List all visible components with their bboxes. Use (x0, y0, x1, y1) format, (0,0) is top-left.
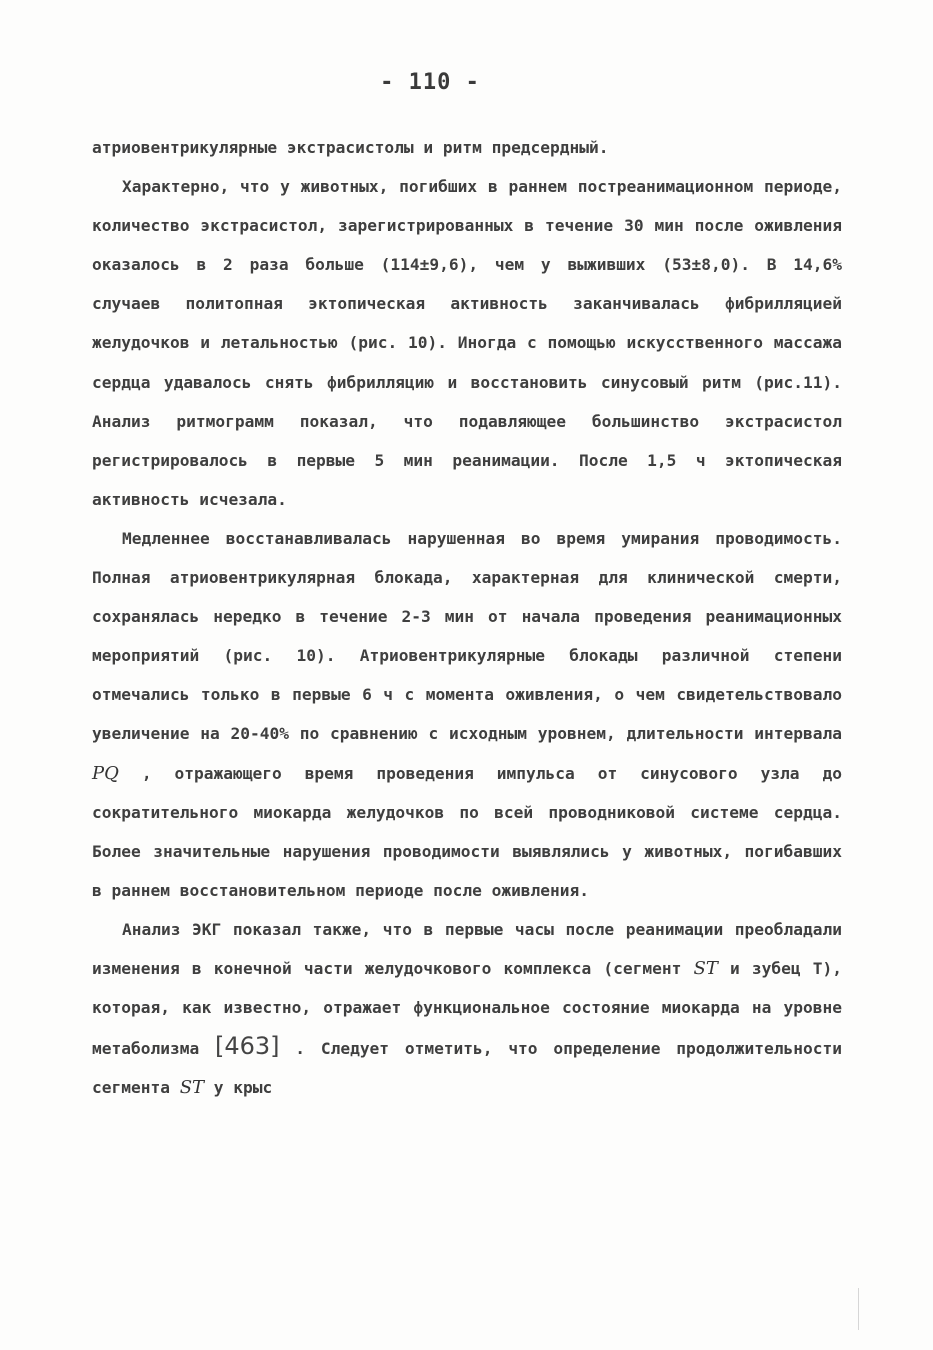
body-text (92, 128, 842, 1107)
paragraph-text: Характерно, что у животных, погибших в раннем постреанимационном периоде, количество экстрасистол, зарегистрированных в течение 30 мин после оживления оказалось в 2 раза больше (114±9,6), чем у выживших (53±8,0). В 14,6% случаев политопная эктопическая активность заканчивалась фибрилляцией желудочков и летальностью (рис. 10). Иногда с помощью искусственного массажа сердца удавалось снять фибрилляцию и восстановить синусовый ритм (рис.11). Анализ ритмограмм показал, что подавляющее большинство экстрасистол регистрировалось в первые 5 мин реанимации. После 1,5 ч эктопическая активность исчезала. (92, 177, 842, 509)
paragraph-conduction (92, 519, 842, 910)
paragraph-text: и зубец Т), которая, как известно, отражает функциональное состояние миокарда на уровне метаболизма (92, 958, 842, 1059)
paragraph-text: , отражающего время проведения импульса от синусового узла до сократительного миокарда желудочков по всей проводниковой системе сердца. Более значительные нарушения проводимости выявлялись у животных, погибавших в раннем восстановительном периоде после оживления. (92, 763, 842, 900)
st-segment-symbol: ST (179, 1077, 205, 1099)
st-segment-symbol: ST (693, 957, 718, 979)
paragraph-text: Анализ ЭКГ показал также, что в первые часы после реанимации преобладали изменения в конечной части желудочкового комплекса (сегмент (92, 919, 842, 978)
paragraph-ecg-analysis (92, 910, 842, 1107)
page-number: - 110 - (380, 70, 480, 95)
paragraph-text: у крыс (204, 1078, 273, 1098)
scan-edge-line (858, 1288, 859, 1330)
citation-reference: [463] (214, 1032, 280, 1061)
paragraph-text: . Следует отметить, что определение продолжительности сегмента (92, 1039, 842, 1098)
paragraph-extrasystoles (92, 167, 842, 519)
paragraph-text: Медленнее восстанавливалась нарушенная во время умирания проводимость. Полная атриовентрикулярная блокада, характерная для клинической смерти, сохранялась нередко в течение 2-3 мин от начала проведения реанимационных мероприятий (рис. 10). Атриовентрикулярные блокады различной степени отмечались только в первые 6 ч с момента оживления, о чем свидетельствовало увеличение на 20-40% по сравнению с исходным уровнем, длительности интервала (92, 528, 842, 744)
pq-interval-symbol: PQ (92, 762, 119, 784)
paragraph-continuation (92, 128, 842, 167)
paragraph-text: атриовентрикулярные экстрасистолы и ритм предсердный. (92, 138, 609, 157)
